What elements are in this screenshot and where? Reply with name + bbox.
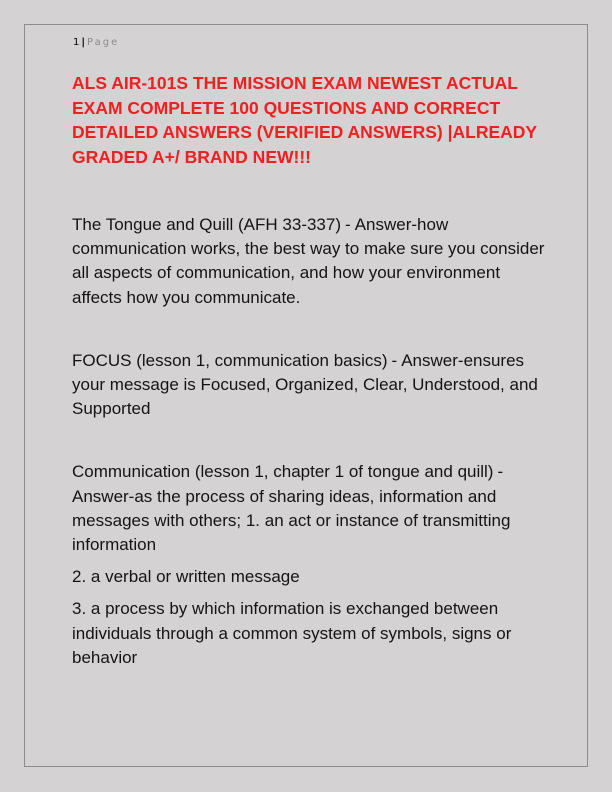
qa-entry-communication: Communication (lesson 1, chapter 1 of tongue and quill) -Answer-as the process of sharing ideas, information and messages with others; 1. an act or instance of transmitting information <box>72 462 511 555</box>
qa-entry-focus: FOCUS (lesson 1, communication basics) - Answer-ensures your message is Focused, Organized, Clear, Understood, and Supported <box>72 350 538 419</box>
entry-term: Communication (lesson 1, chapter 1 of tongue and quill) <box>72 462 494 482</box>
definition-item-2: 2. a verbal or written message <box>72 567 300 587</box>
page-number-separator: | <box>81 37 86 48</box>
entry-answer: Answer-ensures your message is Focused, Organized, Clear, Understood, and Supported <box>72 350 538 419</box>
document-content <box>72 71 548 678</box>
qa-entry-tongue-and-quill: The Tongue and Quill (AFH 33-337) - Answer-how communication works, the best way to make sure you consider all aspects of communication, and how your environment affects how you communicate. <box>72 215 545 307</box>
document-title: ALS AIR-101S THE MISSION EXAM NEWEST ACTUAL EXAM COMPLETE 100 QUESTIONS AND CORRECT DETAILED ANSWERS (VERIFIED ANSWERS) |ALREADY GRADED A+/ BRAND NEW!!! <box>72 73 537 167</box>
page-number: 1 <box>73 37 80 48</box>
qa-entries <box>72 213 548 670</box>
entry-term: FOCUS (lesson 1, communication basics) <box>72 350 388 370</box>
entry-answer: Answer-as the process of sharing ideas, information and messages with others; 1. an act or instance of transmitting information <box>72 486 511 555</box>
page-number-header <box>73 37 119 48</box>
document-page <box>24 24 588 767</box>
entry-term: The Tongue and Quill (AFH 33-337) <box>72 215 342 234</box>
entry-answer: Answer-how communication works, the best way to make sure you consider all aspects of communication, and how your environment affects how you communicate. <box>72 215 545 307</box>
definition-item-3: 3. a process by which information is exchanged between individuals through a common system of symbols, signs or behavior <box>72 599 512 667</box>
page-label: Page <box>87 37 120 48</box>
